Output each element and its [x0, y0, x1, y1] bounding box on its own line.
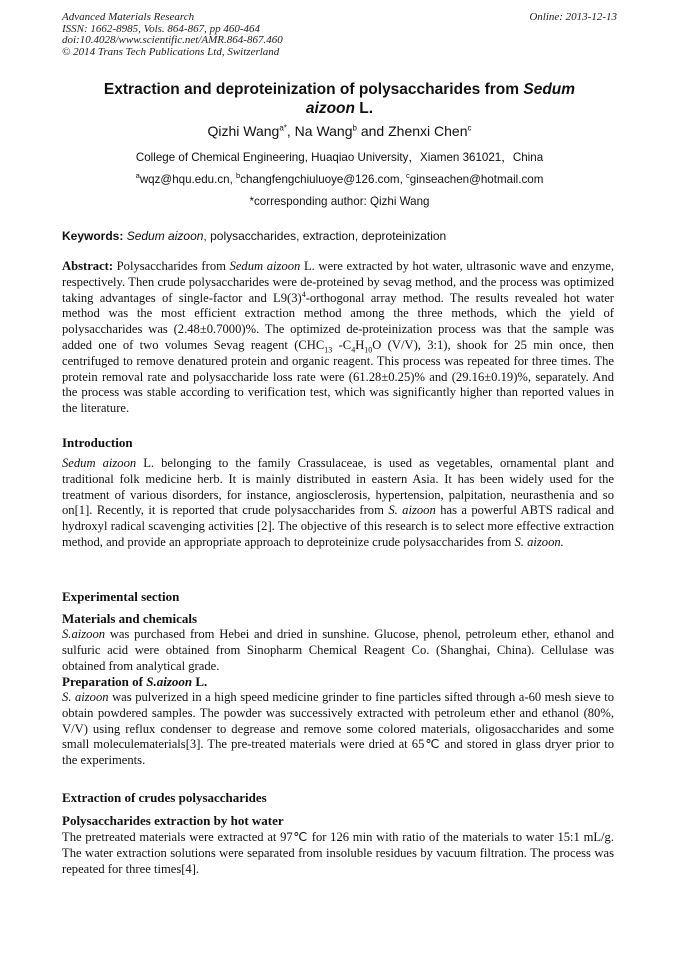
author-emails: $^a$wqz@hqu.edu.cn, $^b$changfengchiuluoye@126.com, $^c$ginseachen@hotmail.com — [135, 171, 544, 186]
journal-header — [62, 12, 617, 58]
journal-name: Advanced Materials Research — [62, 11, 195, 23]
materials-heading: Materials and chemicals — [62, 611, 198, 626]
preparation-text: S. aizoon was pulverized in a high speed medicine grinder to fine particles sifted through a-60 mesh sieve to obtain powdered samples. The powder was successively extracted with petroleum ether and ethanol (80%, V/V) using reflux condenser to degrease and remove some colored materials, oligosaccharides and some small moleculematerials[3]. The pre-treated materials were dried at 65℃ and stored in glass dryer prior to the experiments. — [62, 690, 614, 768]
extraction-heading: Extraction of crudes polysaccharides — [62, 790, 267, 805]
paper-title: Extraction and deproteinization of polysaccharides from Sedum aizoon L. — [103, 81, 576, 117]
abstract: Abstract: Polysaccharides from Sedum aizoon L. were extracted by hot water, ultrasonic wave and enzyme, respectively. Then crude polysaccharides were de-proteined by sevag method, and the process was optimized taking advantages of single-factor and $L9(3)^4$-orthogonal array method. The results revealed hot water method was the most efficient extraction method among the three methods, which the yield of polysaccharides was (2.48±0.7000)%. The optimized de-proteinization process was that the sample was added one of two volumes Sevag reagent ($CHC_{13}$ $-C_4H_{10}O$ (V/V), 3:1), shook for 25 min once, then centrifuged to remove denatured protein and organic reagent. This process was repeated for three times. The protein removal rate and polysaccharide loss rate were (61.28±0.25)% and (29.16±0.19)%, separately. And the process was stable according to verification test, which was significantly higher than reported values in the literature. — [62, 259, 615, 416]
doi-line: doi:10.4028/www.scientific.net/AMR.864-867.460 — [62, 34, 283, 46]
issn-line: ISSN: 1662-8985, Vols. 864-867, pp 460-464 — [62, 22, 260, 35]
affiliation: College of Chemical Engineering, Huaqiao University，Xiamen 361021，China — [135, 151, 544, 164]
preparation-heading: Preparation of S.aizoon L. — [62, 674, 208, 689]
introduction-text: Sedum aizoon L. belonging to the family Crassulaceae, is used as vegetables, ornamental plant and traditional folk medicine herb. It is mainly distributed in eastern Asia. It has been widely used for the treatment of various disorders, for instance, angiosclerosis, hypertension, palpitation, neurasthenia and so on[1]. Recently, it is reported that crude polysaccharides from S. aizoon has a powerful ABTS radical and hydroxyl radical scavenging activities [2]. The objective of this research is to select more effective extraction method, and provide an appropriate approach to deproteinize crude polysaccharides from S. aizoon. — [62, 456, 615, 549]
hot-water-text: The pretreated materials were extracted at 97℃ for 126 min with ratio of the materials to water 15:1 mL/g. The water extraction solutions were separated from insoluble residues by vacuum filtration. The process was repeated for three times[4]. — [62, 830, 614, 876]
experimental-heading: Experimental section — [62, 589, 180, 604]
author-list: Qizhi Wang$^{a*}$, Na Wang$^b$ and Zhenxi Chen$^c$ — [207, 123, 472, 139]
online-date: Online: 2013-12-13 — [529, 11, 617, 23]
hot-water-subheading: Polysaccharides extraction by hot water — [62, 813, 284, 828]
materials-text: S.aizoon was purchased from Hebei and dried in sunshine. Glucose, phenol, petroleum ether, ethanol and sulfuric acid were obtained from Sinopharm Chemical Reagent Co. (Shanghai, China). Cellulase was obtained from analytical grade. — [62, 627, 614, 673]
introduction-heading: Introduction — [62, 435, 133, 450]
corresponding-author: *corresponding author: Qizhi Wang — [249, 195, 430, 208]
keywords: Keywords: Sedum aizoon, polysaccharides, extraction, deproteinization — [62, 229, 447, 243]
copyright-line: © 2014 Trans Tech Publications Ltd, Switzerland — [62, 45, 280, 58]
